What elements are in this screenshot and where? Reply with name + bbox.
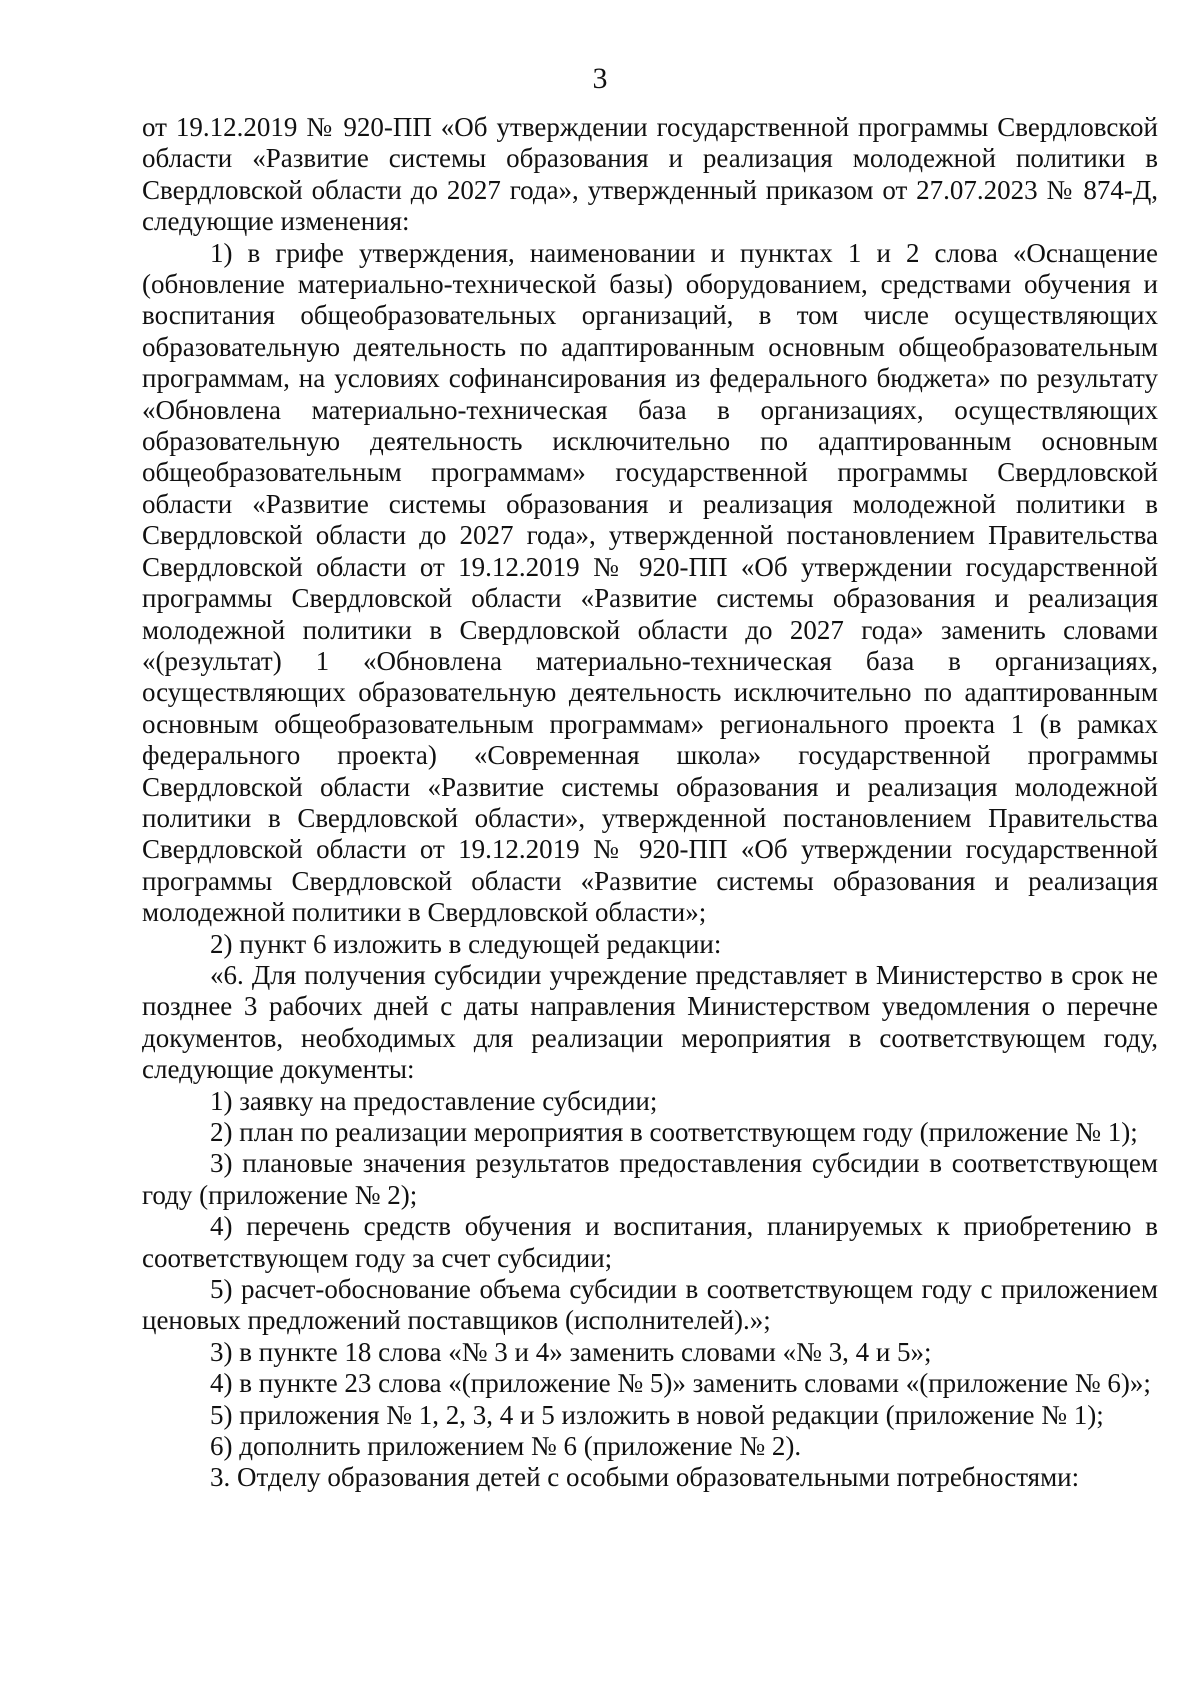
list-item: 4) перечень средств обучения и воспитания, планируемых к приобретению в соответствующем году за счет субсидии; [142,1211,1158,1273]
list-item: 3) плановые значения результатов предоставления субсидии в соответствующем году (приложение № 2); [142,1148,1158,1210]
list-item: 1) заявку на предоставление субсидии; [210,1085,658,1116]
paragraph: 3. Отделу образования детей с особыми образовательными потребностями: [210,1462,1080,1493]
document-body [142,112,1158,1494]
paragraph: «6. Для получения субсидии учреждение представляет в Министерство в срок не позднее 3 рабочих дней с даты направления Министерством уведомления о перечне документов, необходимых для реализации мероприятия в соответствующем году, следующие документы: [142,959,1158,1085]
paragraph: от 19.12.2019 № 920-ПП «Об утверждении государственной программы Свердловской области «Развитие системы образования и реализация молодежной политики в Свердловской области до 2027 года», утвержденный приказом от 27.07.2023 № 874-Д, следующие изменения: [142,112,1158,237]
list-item: 4) в пункте 23 слова «(приложение № 5)» заменить словами «(приложение № 6)»; [210,1368,1151,1399]
list-item: 5) расчет-обоснование объема субсидии в соответствующем году с приложением ценовых предложений поставщиков (исполнителей).»; [142,1274,1158,1336]
list-item: 3) в пункте 18 слова «№ 3 и 4» заменить словами «№ 3, 4 и 5»; [210,1336,932,1367]
paragraph: 1) в грифе утверждения, наименовании и пунктах 1 и 2 слова «Оснащение (обновление материально-технической базы) оборудованием, средствами обучения и воспитания общеобразовательных организаций, в том числе осуществляющих образовательную деятельность по адаптированным основным общеобразовательным программам, на условиях софинансирования из федерального бюджета» по результату «Обновлена материально-техническая база в организациях, осуществляющих образовательную деятельность исключительно по адаптированным основным общеобразовательным программам» государственной программы Свердловской области «Развитие системы образования и реализация молодежной политики в Свердловской области до 2027 года», утвержденной постановлением Правительства Свердловской области от 19.12.2019 № 920-ПП «Об утверждении государственной программы Свердловской области «Развитие системы образования и реализация молодежной политики в Свердловской области до 2027 года» заменить словами «(результат) 1 «Обновлена материально-техническая база в организациях, осуществляющих образовательную деятельность исключительно по адаптированным основным общеобразовательным программам» регионального проекта 1 (в рамках федерального проекта) «Современная школа» государственной программы Свердловской области «Развитие системы образования и реализация молодежной политики в Свердловской области», утвержденной постановлением Правительства Свердловской области от 19.12.2019 № 920-ПП «Об утверждении государственной программы Свердловской области «Развитие системы образования и реализация молодежной политики в Свердловской области»; [142,237,1158,928]
page-number: 3 [592,62,608,95]
list-item: 6) дополнить приложением № 6 (приложение № 2). [210,1431,802,1462]
list-item: 5) приложения № 1, 2, 3, 4 и 5 изложить в новой редакции (приложение № 1); [210,1399,1104,1430]
list-item: 2) план по реализации мероприятия в соответствующем году (приложение № 1); [210,1117,1138,1147]
paragraph: 2) пункт 6 изложить в следующей редакции: [210,928,722,959]
